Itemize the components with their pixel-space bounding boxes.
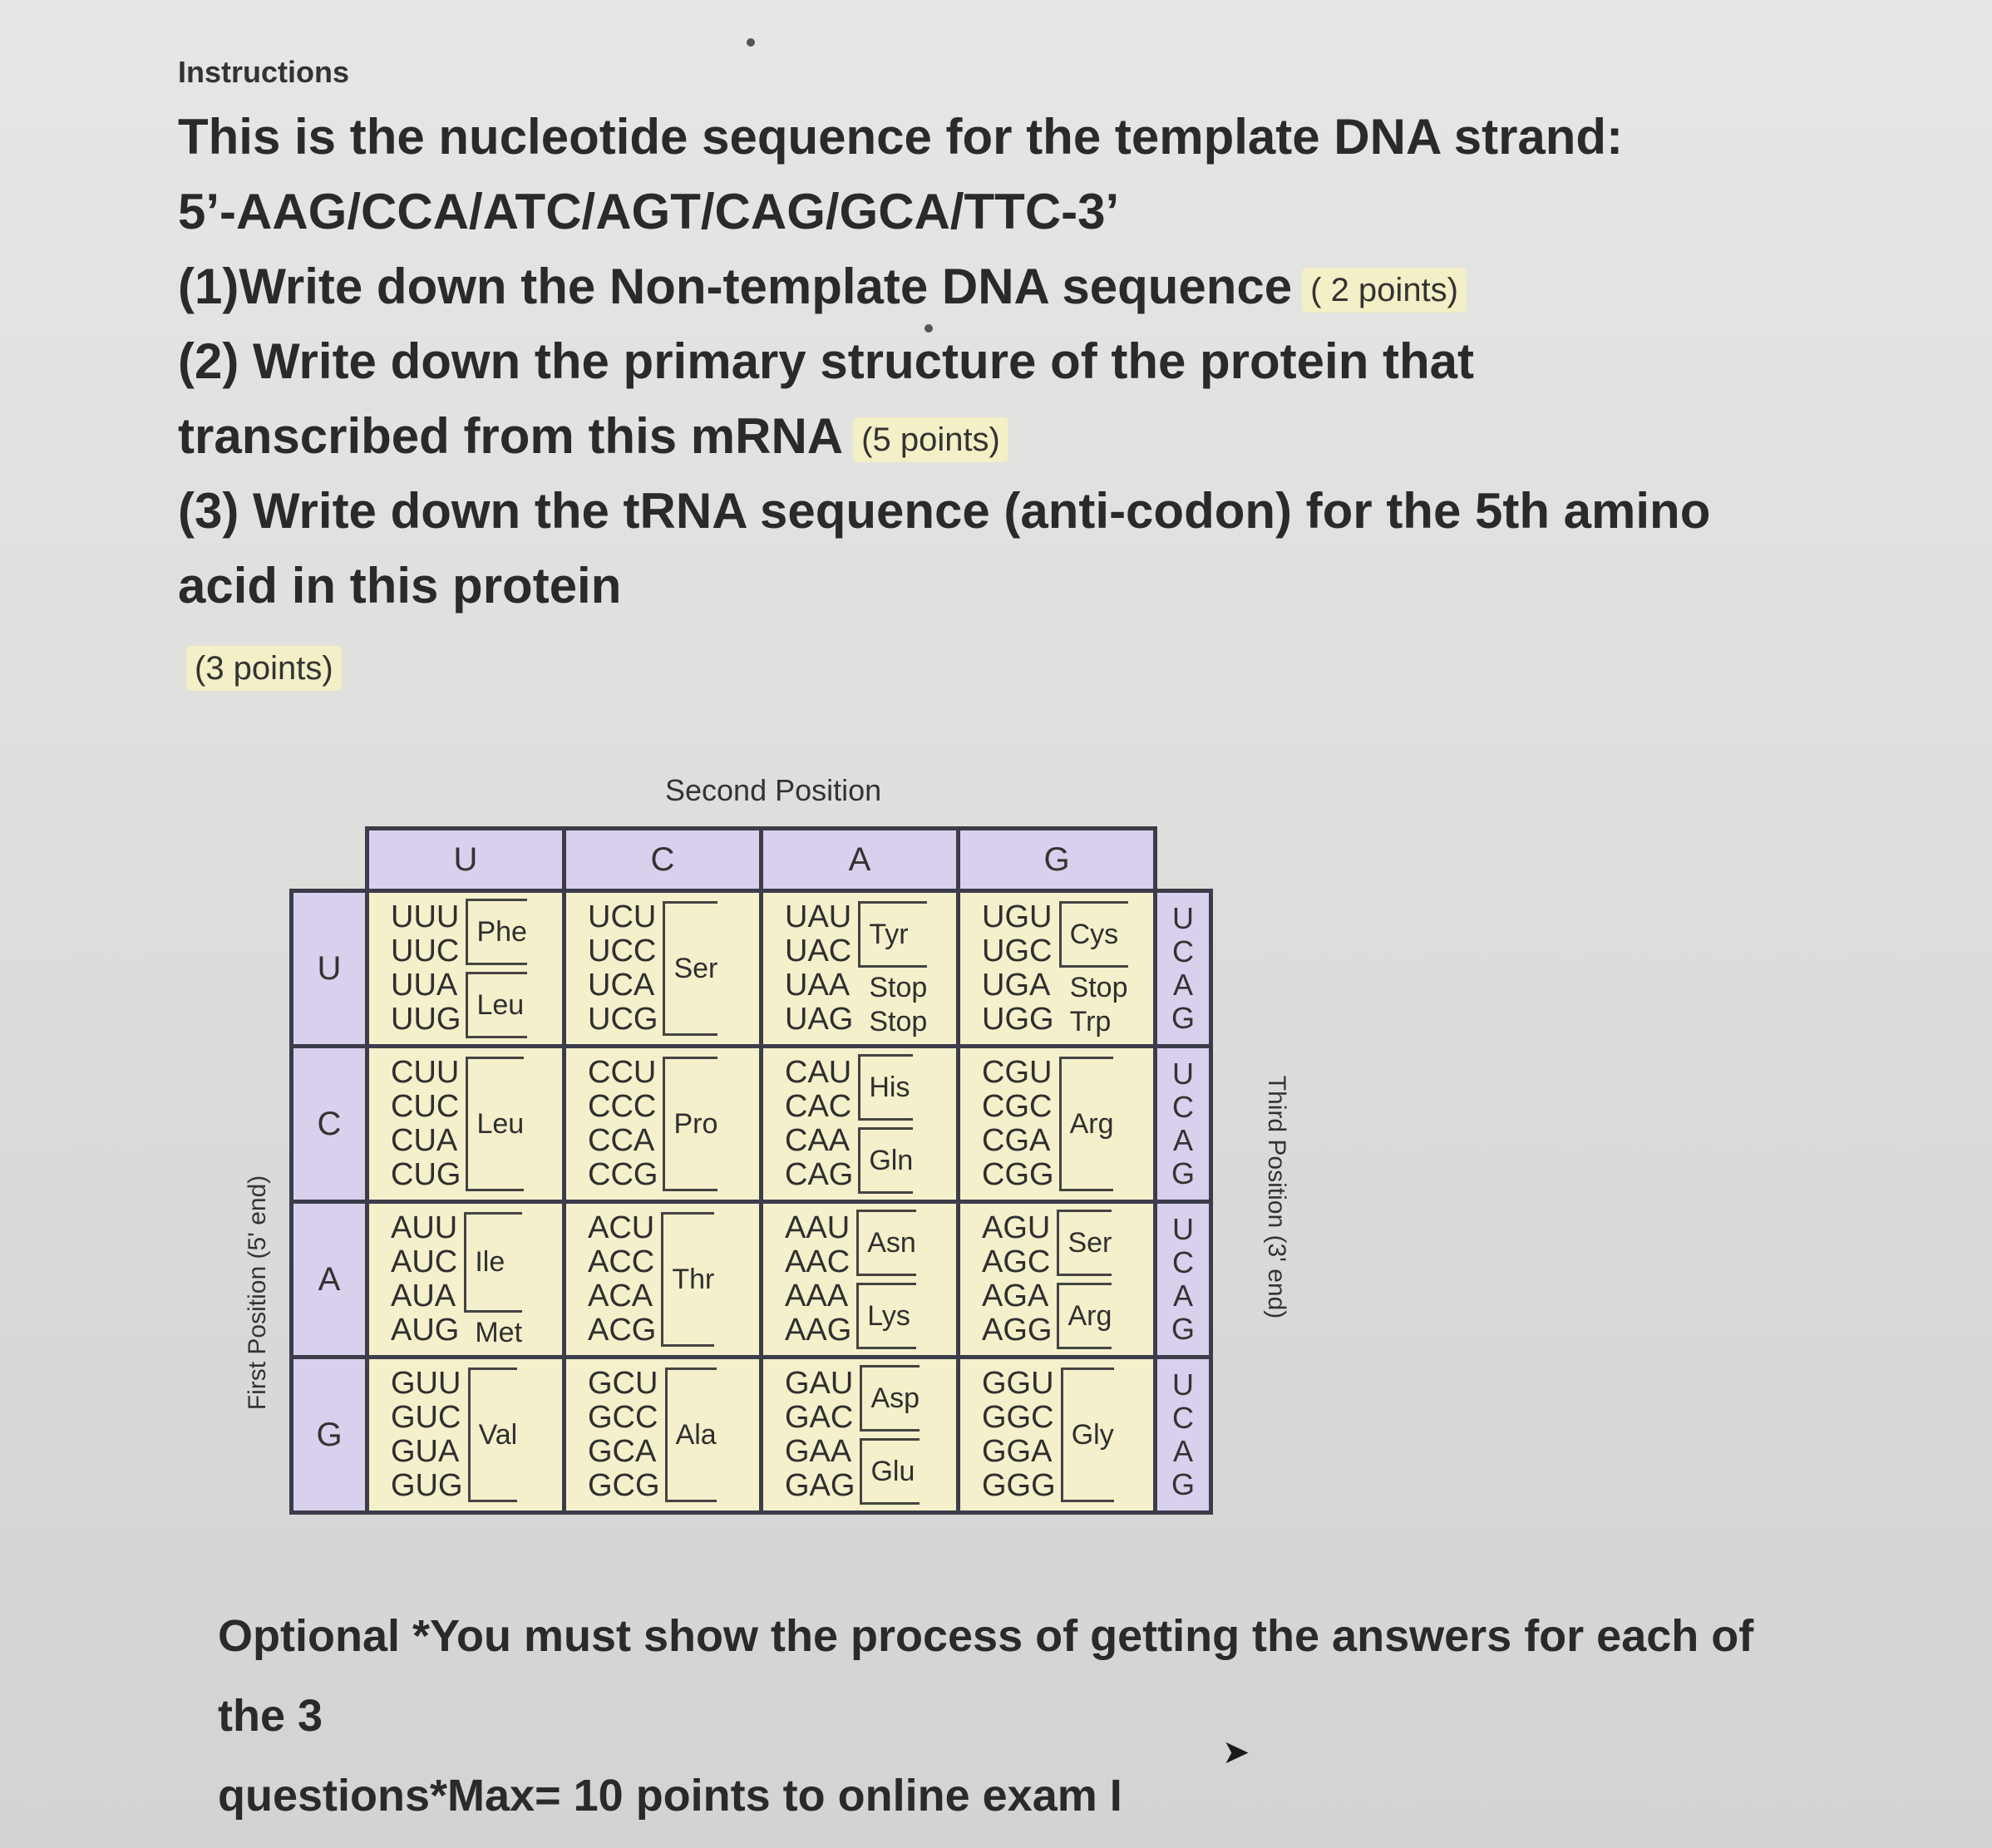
third-position-base: A <box>1172 1279 1193 1313</box>
amino-acid-groups <box>858 1051 913 1197</box>
codon-cell <box>959 891 1156 1047</box>
amino-acid-bracket <box>663 1057 717 1191</box>
third-position-base: A <box>1172 968 1193 1002</box>
codon: ACA <box>588 1279 653 1313</box>
codon: AAC <box>785 1244 851 1279</box>
amino-acid-bracket <box>858 1127 913 1194</box>
amino-acid-label: His <box>869 1071 910 1103</box>
question-3-line2: acid in this protein <box>178 558 622 614</box>
codon: UUC <box>391 934 460 968</box>
second-position-label: Second Position <box>665 773 882 807</box>
amino-acid-groups <box>1059 1053 1114 1195</box>
amino-acid-bracket <box>466 899 527 965</box>
codon-cell <box>762 1202 959 1358</box>
amino-acid-bracket <box>858 1054 913 1121</box>
codon: CGG <box>982 1157 1054 1192</box>
codon: CCA <box>588 1123 655 1158</box>
amino-acid-label: Gln <box>869 1144 914 1176</box>
codon: UGG <box>982 1002 1054 1037</box>
codon: CCC <box>588 1089 657 1124</box>
amino-acid-bracket <box>663 901 717 1036</box>
codon: GAC <box>785 1400 854 1435</box>
codon: CCU <box>588 1055 657 1090</box>
codon-list <box>982 1367 1056 1503</box>
codon: CAA <box>785 1123 851 1158</box>
amino-acid-label: Ile <box>475 1246 505 1278</box>
question-1 <box>178 249 1758 324</box>
question-intro: This is the nucleotide sequence for the template DNA strand: <box>178 109 1624 165</box>
codon: UCC <box>588 934 657 968</box>
third-position-base: U <box>1172 1212 1194 1246</box>
codon-list <box>588 1056 658 1192</box>
instructions-title: Instructions <box>178 55 350 89</box>
third-position-base: G <box>1171 1001 1195 1035</box>
third-position-base: G <box>1171 1312 1195 1346</box>
mouse-pointer-icon: ➤ <box>1222 1734 1250 1771</box>
amino-acid-groups <box>1061 1364 1114 1506</box>
amino-acid-label: Asp <box>870 1382 920 1414</box>
third-position-base: C <box>1172 1401 1194 1435</box>
codon-list <box>982 1056 1054 1192</box>
amino-acid-groups <box>661 1209 714 1350</box>
codon: AGA <box>982 1279 1049 1313</box>
codon: UUU <box>391 899 460 934</box>
codon: GGU <box>982 1366 1054 1401</box>
amino-acid-bracket <box>1057 1283 1112 1349</box>
codon-table-row <box>292 1047 1211 1202</box>
codon: UGA <box>982 968 1051 1003</box>
dna-sequence: 5’-AAG/CCA/ATC/AGT/CAG/GCA/TTC-3’ <box>178 184 1120 239</box>
codon: GUU <box>391 1366 461 1401</box>
codon-cell-content <box>763 1206 956 1353</box>
codon: AAG <box>785 1313 852 1348</box>
codon: GUA <box>391 1434 460 1469</box>
codon-cell-content <box>369 895 562 1042</box>
footer-line-1: Optional *You must show the process of getting the answers for each of the 3 <box>218 1611 1754 1741</box>
amino-acid-bracket <box>860 1438 920 1505</box>
codon: AUG <box>391 1313 460 1348</box>
amino-acid-label: Lys <box>867 1299 910 1332</box>
codon: CUG <box>391 1157 461 1192</box>
codon-list <box>391 1367 463 1503</box>
amino-acid-label: Pro <box>673 1107 718 1140</box>
first-position-header: U <box>292 891 367 1047</box>
codon-cell <box>565 1202 762 1358</box>
codon-cell <box>762 891 959 1047</box>
amino-acid-bracket <box>1057 1210 1112 1276</box>
codon: GUG <box>391 1468 463 1503</box>
amino-acid-label: Cys <box>1069 918 1119 950</box>
third-position-base: U <box>1172 1057 1194 1091</box>
second-position-header: U <box>367 829 565 891</box>
amino-acid-bracket <box>1059 901 1128 968</box>
third-position-base: C <box>1172 1245 1194 1279</box>
amino-acid-groups <box>860 1362 920 1508</box>
codon: GCA <box>588 1434 657 1469</box>
codon-table-row <box>292 891 1211 1047</box>
codon-cell-content <box>566 1209 759 1350</box>
codon-cell-content <box>763 1051 956 1197</box>
codon-cell <box>762 1358 959 1513</box>
first-position-header: G <box>292 1358 367 1513</box>
amino-acid-label: Stop <box>1069 972 1128 1003</box>
codon: UGC <box>982 934 1053 968</box>
codon-cell <box>959 1358 1156 1513</box>
amino-acid-bracket <box>856 1210 916 1276</box>
third-position-base: A <box>1172 1434 1193 1468</box>
points-badge-q2: (5 points) <box>853 417 1008 462</box>
codon-list <box>391 1211 459 1348</box>
amino-acid-bracket <box>1059 974 1128 1002</box>
codon: UUA <box>391 968 458 1003</box>
codon: AGG <box>982 1313 1053 1348</box>
codon: UCA <box>588 968 655 1003</box>
amino-acid-groups <box>858 898 927 1039</box>
codon: UGU <box>982 899 1053 934</box>
amino-acid-label: Leu <box>476 988 525 1021</box>
codon-list <box>785 1211 851 1348</box>
amino-acid-bracket <box>858 974 927 1002</box>
amino-acid-bracket <box>466 972 527 1038</box>
dust-dot <box>925 324 933 333</box>
codon-list <box>588 900 658 1037</box>
codon-cell <box>959 1202 1156 1358</box>
amino-acid-label: Ser <box>673 952 718 984</box>
amino-acid-label: Asn <box>867 1226 916 1259</box>
codon: CAU <box>785 1055 852 1090</box>
codon: AGC <box>982 1244 1051 1279</box>
question-2-line1: (2) Write down the primary structure of the protein that <box>178 333 1475 389</box>
codon-list <box>785 1056 853 1192</box>
codon-list <box>785 1367 855 1503</box>
amino-acid-bracket <box>860 1365 920 1432</box>
third-position-base: C <box>1172 1090 1194 1124</box>
amino-acid-label: Glu <box>870 1455 915 1487</box>
codon: AUC <box>391 1244 458 1279</box>
codon-table-row <box>292 1358 1211 1513</box>
third-position-column <box>1156 1358 1211 1513</box>
amino-acid-groups <box>466 1053 524 1195</box>
codon-cell-content <box>369 1053 562 1195</box>
amino-acid-bracket <box>856 1283 916 1349</box>
codon: AUU <box>391 1210 458 1245</box>
codon-cell-content <box>566 1364 759 1506</box>
amino-acid-bracket <box>661 1212 714 1347</box>
table-corner <box>292 829 367 891</box>
first-position-header: A <box>292 1202 367 1358</box>
codon-list <box>785 900 853 1037</box>
codon: GGC <box>982 1400 1054 1435</box>
third-position-base: A <box>1172 1123 1193 1157</box>
amino-acid-bracket <box>665 1368 717 1502</box>
codon: AUA <box>391 1279 456 1313</box>
third-position-base: U <box>1172 901 1194 935</box>
amino-acid-groups <box>856 1206 916 1353</box>
question-2-text: transcribed from this mRNA <box>178 408 844 464</box>
first-position-header: C <box>292 1047 367 1202</box>
third-position-base: C <box>1172 934 1194 968</box>
codon: GGG <box>982 1468 1056 1503</box>
codon-table-header-row <box>292 829 1211 891</box>
codon: CUC <box>391 1089 460 1124</box>
codon-cell <box>367 1202 565 1358</box>
amino-acid-bracket <box>468 1368 518 1502</box>
codon: CGU <box>982 1055 1053 1090</box>
amino-acid-bracket <box>858 1008 927 1036</box>
first-position-label: First Position (5' end) <box>244 1175 271 1411</box>
amino-acid-label: Val <box>478 1418 518 1451</box>
question-block <box>178 100 1758 698</box>
codon-cell <box>565 891 762 1047</box>
codon: AGU <box>982 1210 1051 1245</box>
amino-acid-bracket <box>466 1057 524 1191</box>
amino-acid-label: Leu <box>476 1107 525 1140</box>
codon: ACC <box>588 1244 655 1279</box>
amino-acid-label: Stop <box>869 1006 928 1037</box>
second-position-header: G <box>959 829 1156 891</box>
codon: GGA <box>982 1434 1053 1469</box>
codon: UAU <box>785 899 852 934</box>
amino-acid-groups <box>665 1364 717 1506</box>
codon: UAC <box>785 934 852 968</box>
codon: CUU <box>391 1055 460 1090</box>
third-position-column <box>1156 1202 1211 1358</box>
amino-acid-groups <box>468 1364 518 1506</box>
third-position-base: G <box>1171 1156 1195 1190</box>
codon-list <box>391 1056 461 1192</box>
codon-cell <box>367 1358 565 1513</box>
amino-acid-label: Thr <box>672 1263 715 1295</box>
codon-cell-content <box>763 898 956 1039</box>
codon-cell <box>367 891 565 1047</box>
points-badge-q1: ( 2 points) <box>1302 268 1467 313</box>
codon: UCU <box>588 899 657 934</box>
amino-acid-label: Arg <box>1069 1107 1114 1140</box>
amino-acid-label: Stop <box>869 972 928 1003</box>
table-corner <box>1156 829 1211 891</box>
question-3-line1: (3) Write down the tRNA sequence (anti-codon) for the 5th amino <box>178 483 1711 539</box>
codon-cell-content <box>566 1053 759 1195</box>
codon-cell-content <box>960 1053 1153 1195</box>
dust-dot <box>747 38 755 47</box>
codon-cell <box>565 1358 762 1513</box>
codon: CGC <box>982 1089 1053 1124</box>
codon: CAC <box>785 1089 852 1124</box>
codon-list <box>588 1367 660 1503</box>
amino-acid-label: Ala <box>675 1418 717 1451</box>
codon: UAG <box>785 1002 854 1037</box>
codon: CGA <box>982 1123 1051 1158</box>
amino-acid-label: Gly <box>1071 1418 1114 1451</box>
third-position-label: Third Position (3' end) <box>1263 1075 1290 1319</box>
amino-acid-label: Tyr <box>869 918 909 950</box>
codon: CUA <box>391 1123 458 1158</box>
codon: UUG <box>391 1002 461 1037</box>
codon: GCG <box>588 1468 660 1503</box>
codon-cell-content <box>566 898 759 1039</box>
codon: ACU <box>588 1210 655 1245</box>
codon: GAA <box>785 1434 852 1469</box>
amino-acid-bracket <box>1059 1057 1114 1191</box>
amino-acid-groups <box>1059 898 1128 1039</box>
codon-cell <box>565 1047 762 1202</box>
codon-table <box>289 826 1213 1515</box>
amino-acid-label: Trp <box>1069 1006 1112 1037</box>
amino-acid-groups <box>464 1209 522 1350</box>
codon-list <box>391 900 461 1037</box>
codon-cell-content <box>369 1364 562 1506</box>
codon-list <box>982 900 1054 1037</box>
codon: UCG <box>588 1002 658 1037</box>
codon-list <box>982 1211 1052 1348</box>
codon: GAG <box>785 1468 855 1503</box>
codon: CAG <box>785 1157 854 1192</box>
third-position-base: G <box>1171 1467 1195 1501</box>
footer-line-2: questions*Max= 10 points to online exam I <box>218 1771 1122 1821</box>
codon: CCG <box>588 1157 658 1192</box>
codon-cell-content <box>960 1364 1153 1506</box>
question-2-line2 <box>178 399 1758 474</box>
codon-cell <box>367 1047 565 1202</box>
codon-cell-content <box>960 898 1153 1039</box>
codon-cell-content <box>369 1209 562 1350</box>
amino-acid-label: Met <box>475 1317 523 1348</box>
second-position-header: C <box>565 829 762 891</box>
codon: GAU <box>785 1366 854 1401</box>
amino-acid-bracket <box>858 901 927 968</box>
codon-cell-content <box>960 1206 1153 1353</box>
codon: GUC <box>391 1400 461 1435</box>
codon: ACG <box>588 1313 657 1348</box>
amino-acid-label: Ser <box>1067 1226 1112 1259</box>
codon-cell-content <box>763 1362 956 1508</box>
second-position-header: A <box>762 829 959 891</box>
question-1-text: (1)Write down the Non-template DNA sequence <box>178 259 1293 314</box>
codon: GCC <box>588 1400 658 1435</box>
amino-acid-label: Phe <box>476 915 527 948</box>
codon: AAA <box>785 1279 849 1313</box>
amino-acid-groups <box>663 1053 717 1195</box>
amino-acid-bracket <box>464 1212 522 1313</box>
third-position-base: U <box>1172 1368 1194 1402</box>
codon-table-row <box>292 1202 1211 1358</box>
amino-acid-groups <box>1057 1206 1112 1353</box>
third-position-column <box>1156 1047 1211 1202</box>
codon-list <box>588 1211 656 1348</box>
points-badge-q3: (3 points) <box>186 646 342 691</box>
codon: AAU <box>785 1210 851 1245</box>
amino-acid-groups <box>663 898 717 1039</box>
amino-acid-bracket <box>464 1319 522 1347</box>
codon: GCU <box>588 1366 658 1401</box>
amino-acid-groups <box>466 895 527 1042</box>
codon-cell <box>959 1047 1156 1202</box>
codon: UAA <box>785 968 851 1003</box>
amino-acid-bracket <box>1061 1368 1114 1502</box>
footer-note <box>218 1596 1797 1836</box>
amino-acid-label: Arg <box>1067 1299 1112 1332</box>
amino-acid-bracket <box>1059 1008 1128 1036</box>
codon-cell <box>762 1047 959 1202</box>
third-position-column <box>1156 891 1211 1047</box>
